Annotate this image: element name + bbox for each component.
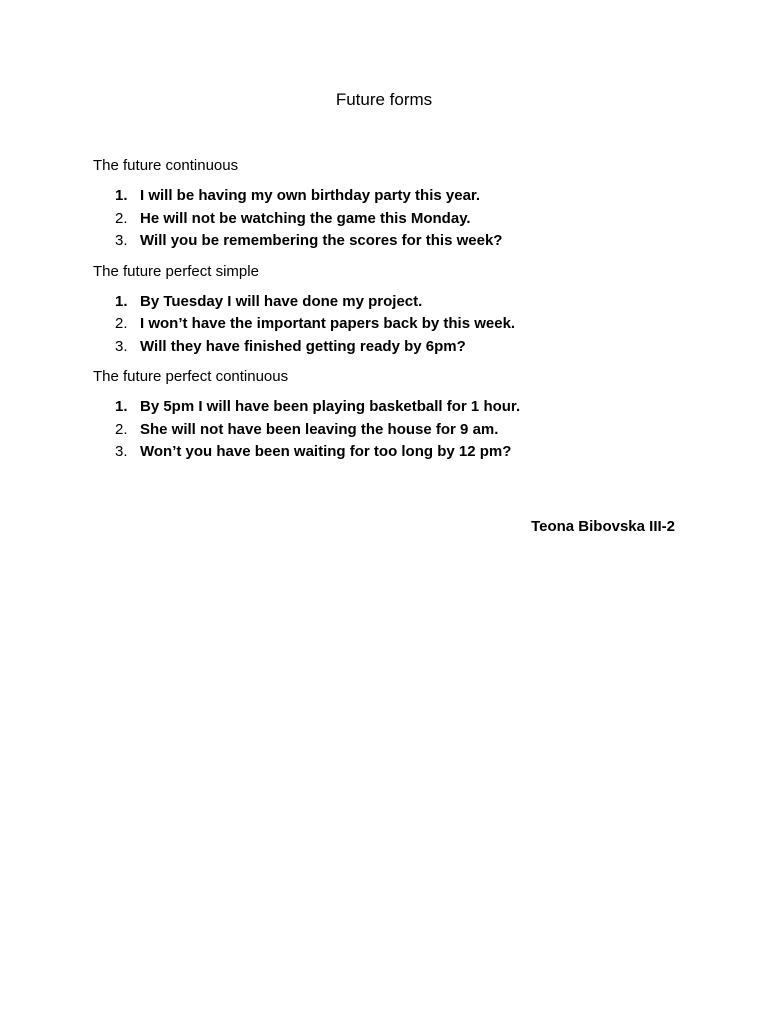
section-future-continuous — [93, 157, 693, 253]
section-future-perfect-simple — [93, 263, 693, 359]
item-number: 2. — [115, 315, 128, 332]
list-item — [93, 208, 693, 231]
list-item — [93, 396, 693, 419]
document-title: Future forms — [335, 90, 433, 109]
item-number: 1. — [115, 187, 128, 204]
section-heading: The future continuous — [93, 157, 239, 174]
sentence-list — [93, 185, 693, 253]
section-heading: The future perfect continuous — [93, 368, 289, 385]
item-number: 2. — [115, 420, 128, 438]
document-body — [93, 157, 693, 474]
list-item — [93, 185, 693, 208]
item-text: Will you be remembering the scores for this week? — [140, 232, 503, 249]
item-number: 1. — [115, 398, 128, 415]
item-text: By Tuesday I will have done my project. — [140, 292, 423, 310]
item-text: I won’t have the important papers back by this week. — [140, 315, 516, 332]
list-item — [93, 419, 693, 442]
item-text: Won’t you have been waiting for too long by 12 pm? — [140, 443, 512, 460]
list-item — [93, 441, 693, 464]
author-signature: Teona Bibovska III-2 — [531, 518, 675, 535]
list-item — [93, 313, 693, 336]
item-number: 3. — [115, 337, 128, 355]
sentence-list — [93, 396, 693, 464]
item-text: He will not be watching the game this Monday. — [140, 209, 471, 227]
list-item — [93, 336, 693, 359]
item-text: I will be having my own birthday party this year. — [140, 187, 481, 204]
sentence-list — [93, 291, 693, 359]
section-heading: The future perfect simple — [93, 262, 259, 280]
list-item — [93, 230, 693, 253]
item-text: By 5pm I will have been playing basketball for 1 hour. — [140, 398, 521, 415]
item-number: 1. — [115, 292, 128, 310]
list-item — [93, 291, 693, 314]
section-future-perfect-continuous — [93, 368, 693, 464]
item-text: Will they have finished getting ready by 6pm? — [140, 337, 466, 355]
item-number: 3. — [115, 443, 128, 460]
item-text: She will not have been leaving the house for 9 am. — [140, 420, 499, 438]
item-number: 3. — [115, 232, 128, 249]
item-number: 2. — [115, 209, 128, 227]
